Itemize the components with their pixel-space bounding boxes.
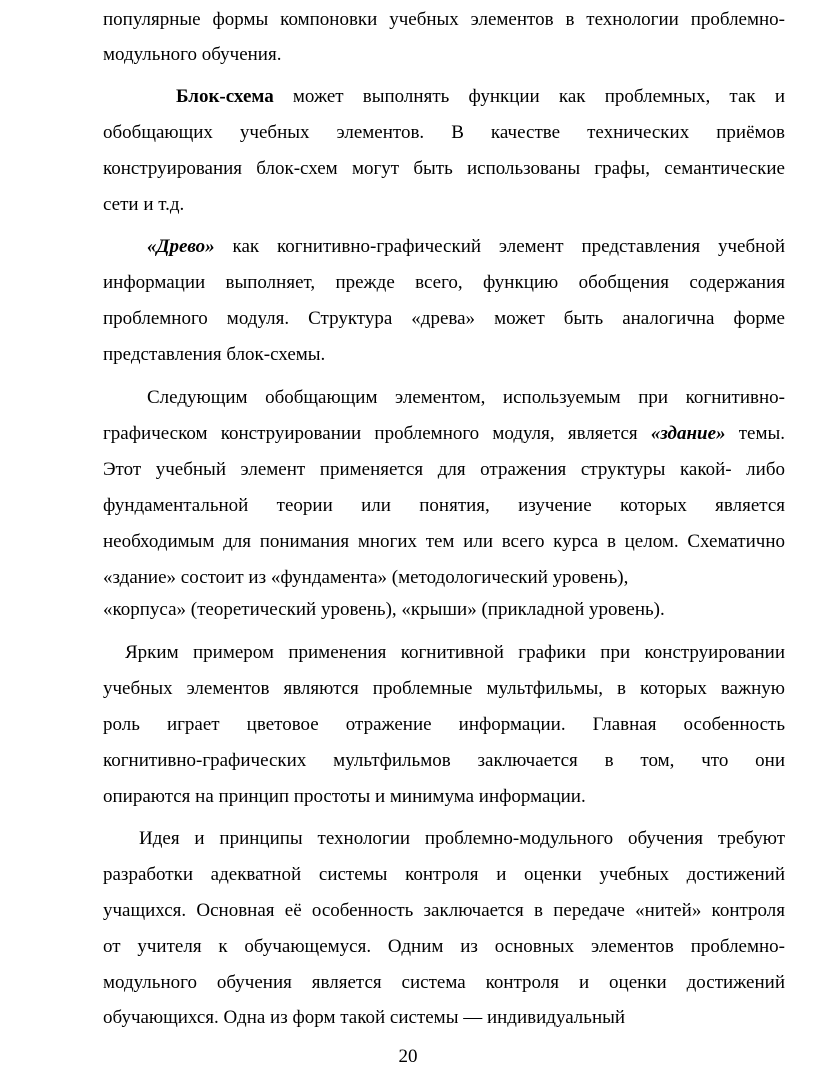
text-line: учебных элементов являются проблемные мультфильмы, в которых важную — [103, 678, 785, 699]
text-line — [147, 234, 785, 260]
term-building: «здание» — [650, 423, 726, 444]
text-line: от учителя к обучающемуся. Одним из основных элементов проблемно- — [103, 936, 785, 957]
text-line: модульного обучения является система контроля и оценки достижений — [103, 972, 785, 993]
text-line: «корпуса» (теоретический уровень), «крыши» (прикладной уровень). — [103, 599, 665, 620]
text-line: Этот учебный элемент применяется для отражения структуры какой- либо — [103, 459, 785, 480]
text-fragment: графическом конструировании проблемного модуля, является — [103, 423, 651, 444]
text-line: сети и т.д. — [103, 194, 185, 215]
text-line: обучающихся. Одна из форм такой системы — индивидуальный — [103, 1007, 626, 1028]
text-line: Следующим обобщающим элементом, используемым при когнитивно- — [147, 387, 785, 408]
term-tree: «Древо» — [147, 236, 215, 257]
text-line — [176, 84, 785, 110]
text-line: опираются на принцип простоты и минимума информации. — [103, 786, 586, 807]
page-number: 20 — [398, 1046, 418, 1067]
text-line: обобщающих учебных элементов. В качестве технических приёмов — [103, 122, 785, 143]
text-line: Идея и принципы технологии проблемно-модульного обучения требуют — [139, 828, 785, 849]
text-line: модульного обучения. — [103, 44, 282, 65]
text-line: проблемного модуля. Структура «древа» может быть аналогична форме — [103, 308, 785, 329]
text-line: необходимым для понимания многих тем или всего курса в целом. Схематично — [103, 531, 785, 552]
text-line: когнитивно-графических мультфильмов заключается в том, что они — [103, 750, 785, 771]
term-block-diagram: Блок-схема — [176, 86, 274, 107]
text-line: представления блок-схемы. — [103, 344, 326, 365]
text-line: конструирования блок-схем могут быть использованы графы, семантические — [103, 158, 785, 179]
text-fragment: как когнитивно-графический элемент представления учебной — [214, 236, 785, 257]
text-line: роль играет цветовое отражение информации. Главная особенность — [103, 714, 785, 735]
text-line: фундаментальной теории или понятия, изучение которых является — [103, 495, 785, 516]
text-fragment: может выполнять функции как проблемных, так и — [273, 86, 785, 107]
text-line — [103, 421, 785, 447]
text-line: Ярким примером применения когнитивной графики при конструировании — [125, 642, 785, 663]
text-line: «здание» состоит из «фундамента» (методологический уровень), — [103, 567, 629, 588]
text-fragment: темы. — [725, 423, 785, 444]
text-line: популярные формы компоновки учебных элементов в технологии проблемно- — [103, 9, 785, 30]
text-line: информации выполняет, прежде всего, функцию обобщения содержания — [103, 272, 785, 293]
text-line: разработки адекватной системы контроля и оценки учебных достижений — [103, 864, 785, 885]
text-line: учащихся. Основная её особенность заключается в передаче «нитей» контроля — [103, 900, 785, 921]
